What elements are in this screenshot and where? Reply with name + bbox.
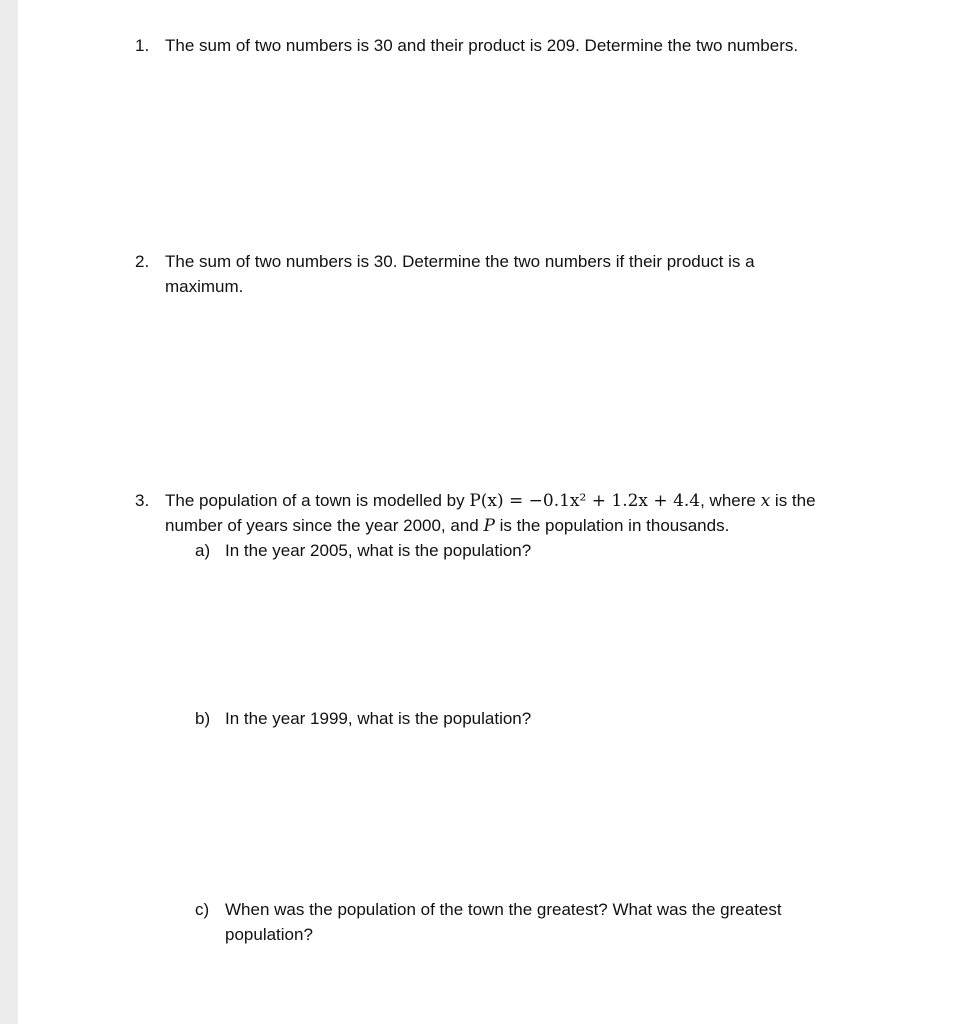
question-2-number: 2. (135, 252, 150, 271)
question-3-intro: The population of a town is modelled by (165, 491, 470, 510)
question-2 (18, 249, 953, 303)
question-3 (18, 488, 953, 568)
worksheet-page (18, 0, 953, 1024)
variable-x: x (760, 491, 771, 511)
question-3-thousands-text: is the population in thousands. (494, 516, 730, 535)
part-c-text-line-2: population? (225, 925, 313, 944)
variable-p: P (483, 516, 495, 536)
question-1-text: The sum of two numbers is 30 and their product is 209. Determine the two numbers. (165, 36, 799, 55)
question-1 (18, 33, 953, 63)
question-2-text-line-2: maximum. (165, 277, 244, 296)
question-1-number: 1. (135, 36, 150, 55)
question-3-number: 3. (135, 491, 150, 510)
question-3-where: , where (700, 491, 761, 510)
question-3-part-b (18, 706, 953, 736)
question-3-text-line-1 (165, 488, 816, 514)
question-2-text-line-1: The sum of two numbers is 30. Determine the two numbers if their product is a (165, 252, 755, 271)
part-b-label: b) (195, 709, 211, 728)
part-c-text-line-1: When was the population of the town the greatest? What was the greatest (225, 900, 782, 919)
part-b-text: In the year 1999, what is the population? (225, 709, 532, 728)
question-3-text-line-2 (165, 513, 729, 539)
part-c-label: c) (195, 900, 210, 919)
part-a-text: In the year 2005, what is the population? (225, 541, 532, 560)
question-3-part-c (18, 897, 953, 951)
part-a-label: a) (195, 541, 211, 560)
question-3-years-text: number of years since the year 2000, and (165, 516, 484, 535)
population-formula: P(x) = −0.1x² + 1.2x + 4.4 (469, 491, 701, 511)
question-3-is-the: is the (770, 491, 816, 510)
